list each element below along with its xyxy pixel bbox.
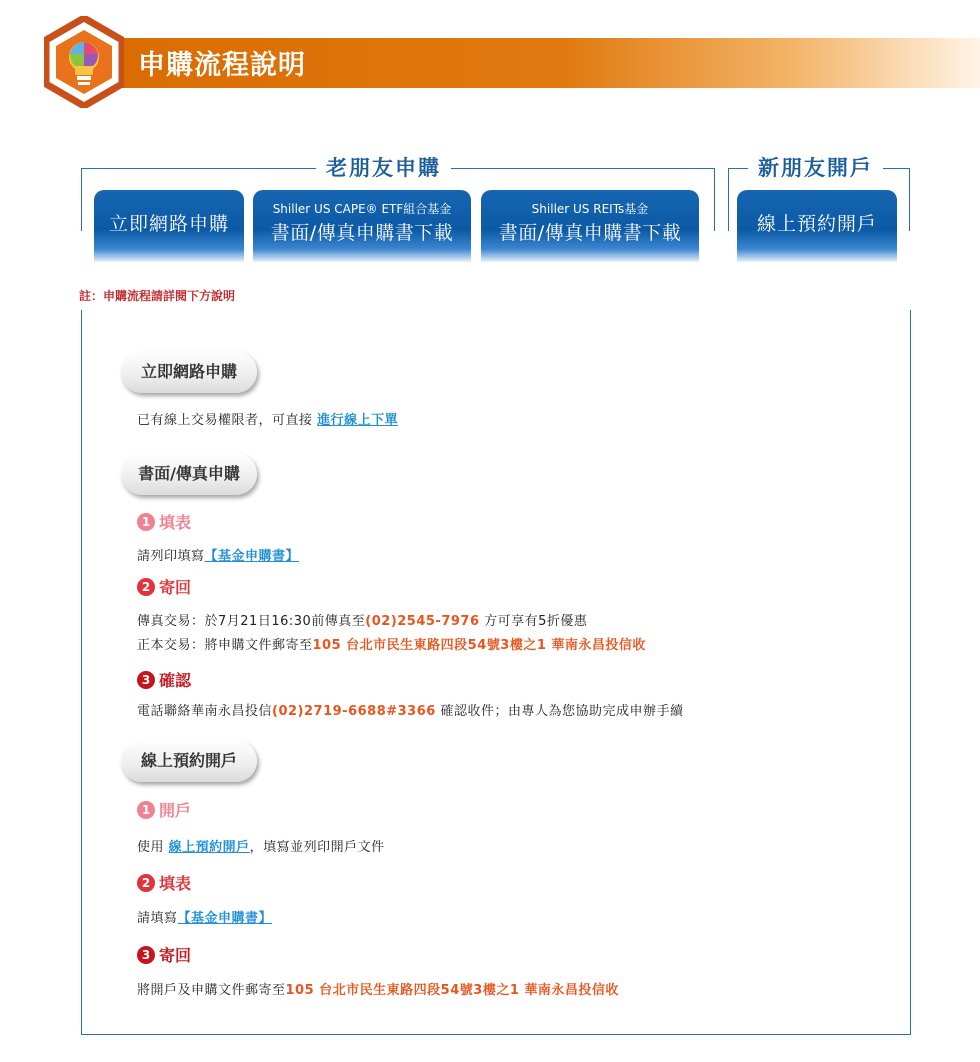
step-number: 1	[137, 801, 155, 819]
online-section-text	[137, 409, 398, 428]
account-application-form-link[interactable]: 【基金申購書】	[177, 911, 273, 926]
online-purchase-button[interactable]	[94, 190, 244, 262]
mail-address: 105 台北市民生東路四段54號3樓之1 華南永昌投信收	[312, 638, 646, 653]
online-account-button[interactable]	[737, 190, 897, 262]
cape-download-label: 書面/傳真申購書下載	[270, 222, 454, 244]
account-step3-text	[137, 979, 619, 998]
reit-fund-label: Shiller US REITs基金	[531, 202, 649, 216]
account-pre: 使用	[137, 840, 165, 855]
new-friend-heading: 新朋友開戶	[748, 152, 883, 182]
step-number: 2	[137, 874, 155, 892]
confirm-text	[137, 700, 683, 719]
online-account-label: 線上預約開戶	[756, 213, 877, 235]
account-step2-heading	[137, 871, 191, 894]
step-text: 請填寫	[137, 911, 178, 926]
online-account-link[interactable]: 線上預約開戶	[168, 840, 250, 855]
confirm-post: 確認收件；由專人為您協助完成申辦手續	[440, 704, 684, 719]
fax-trade-text	[137, 610, 587, 629]
account-step1-heading	[137, 798, 191, 821]
step-number: 3	[137, 946, 155, 964]
confirm-phone: (02)2719-6688#3366	[272, 704, 436, 719]
old-friend-heading: 老朋友申購	[316, 152, 451, 182]
account-post: ，填寫並列印開戶文件	[249, 840, 385, 855]
account-mail-address: 105 台北市民生東路四段54號3樓之1 華南永昌投信收	[285, 983, 619, 998]
paper-step1-heading	[137, 510, 191, 533]
fax-number: (02)2545-7976	[365, 614, 480, 629]
paper-application-form-link[interactable]: 【基金申購書】	[204, 549, 300, 564]
cape-fund-label: Shiller US CAPE® ETF組合基金	[272, 202, 452, 216]
step-title: 開戶	[159, 801, 192, 820]
paper-step2-heading	[137, 575, 191, 598]
step-title: 確認	[159, 671, 192, 690]
step-title: 填表	[159, 874, 192, 893]
reit-form-download-button[interactable]	[481, 190, 699, 262]
reit-download-label: 書面/傳真申購書下載	[498, 222, 682, 244]
online-text: 已有線上交易權限者，可直接	[137, 413, 313, 428]
paper-step3-heading	[137, 668, 191, 691]
account-mail-pre: 將開戶及申購文件郵寄至	[137, 983, 286, 998]
step-title: 寄回	[159, 578, 192, 597]
fax-post: 方可享有5折優惠	[484, 614, 588, 629]
mail-pre: 正本交易：將申購文件郵寄至	[137, 638, 313, 653]
mail-trade-text	[137, 634, 646, 653]
lightbulb-puzzle-icon	[44, 16, 124, 108]
step-text: 請列印填寫	[137, 549, 205, 564]
online-order-link[interactable]: 進行線上下單	[317, 413, 399, 428]
online-purchase-label: 立即網路申購	[108, 213, 229, 235]
paper-step1-text	[137, 545, 299, 564]
step-number: 3	[137, 671, 155, 689]
paper-section-title: 書面/傳真申購	[121, 453, 257, 495]
account-step1-text	[137, 836, 385, 855]
step-title: 寄回	[159, 946, 192, 965]
fax-pre: 傳真交易：於7月21日16:30前傳真至	[137, 614, 366, 629]
account-section-title: 線上預約開戶	[121, 740, 257, 782]
step-number: 1	[137, 513, 155, 531]
online-section-title: 立即網路申購	[121, 351, 257, 393]
step-number: 2	[137, 578, 155, 596]
confirm-pre: 電話聯絡華南永昌投信	[137, 704, 273, 719]
cape-form-download-button[interactable]	[253, 190, 471, 262]
page-title: 申購流程說明	[138, 50, 306, 81]
step-title: 填表	[159, 513, 192, 532]
process-note: 註：申購流程請詳閱下方說明	[79, 289, 236, 303]
account-step2-text	[137, 907, 272, 926]
account-step3-heading	[137, 943, 191, 966]
